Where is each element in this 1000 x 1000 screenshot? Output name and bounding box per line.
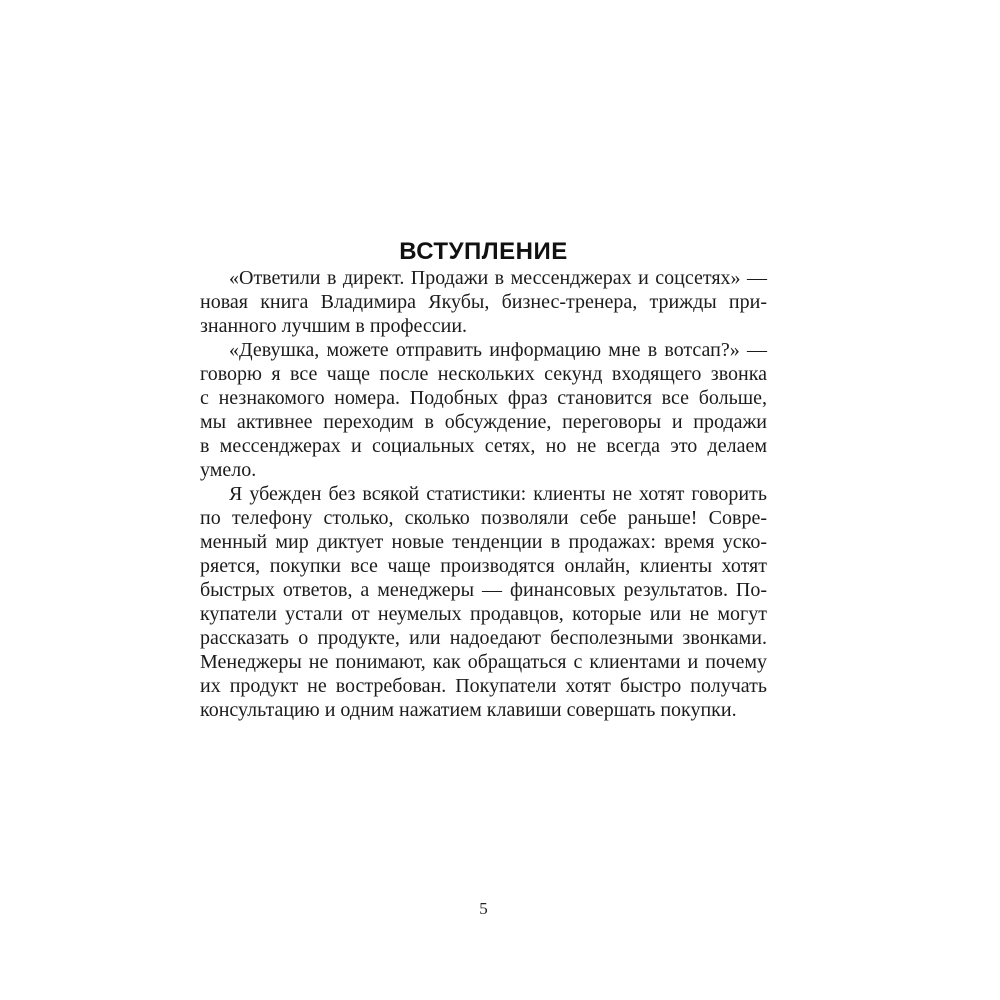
text-line: менный мир диктует новые тенденции в продажах: время уско- [200,531,767,553]
paragraph [200,338,767,482]
text-line: «Ответили в директ. Продажи в мессенджерах и соцсетях» — [229,267,767,289]
text-line: говорю я все чаще после нескольких секунд входящего звонка [200,363,767,385]
text-line: быстрых ответов, а менеджеры — финансовых результатов. По- [200,579,767,601]
page-number: 5 [479,899,488,918]
text-line: по телефону столько, сколько позволяли себе раньше! Совре- [200,507,767,529]
text-line: рассказать о продукте, или надоедают бесполезными звонками. [200,627,767,649]
text-line: с незнакомого номера. Подобных фраз становится все больше, [200,387,767,409]
text-line: купатели устали от неумелых продавцов, которые или не могут [200,603,767,625]
text-line: мы активнее переходим в обсуждение, переговоры и продажи [200,411,767,433]
text-line: знанного лучшим в профессии. [200,315,468,337]
text-line: их продукт не востребован. Покупатели хотят быстро получать [200,675,767,697]
text-line: в мессенджерах и социальных сетях, но не всегда это делаем [200,435,767,457]
body-text [200,266,767,722]
text-line: новая книга Владимира Якубы, бизнес-тренера, трижды при- [200,291,767,313]
text-line: ряется, покупки все чаще производятся онлайн, клиенты хотят [200,555,767,577]
text-line: консультацию и одним нажатием клавиши совершать покупки. [200,699,737,721]
paragraph [200,266,767,338]
text-line: Менеджеры не понимают, как обращаться с клиентами и почему [200,651,767,673]
chapter-title: ВСТУПЛЕНИЕ [399,238,568,266]
paragraph [200,482,767,722]
text-line: умело. [200,459,257,481]
text-line: «Девушка, можете отправить информацию мне в вотсап?» — [229,339,767,361]
text-line: Я убежден без всякой статистики: клиенты не хотят говорить [229,483,767,505]
